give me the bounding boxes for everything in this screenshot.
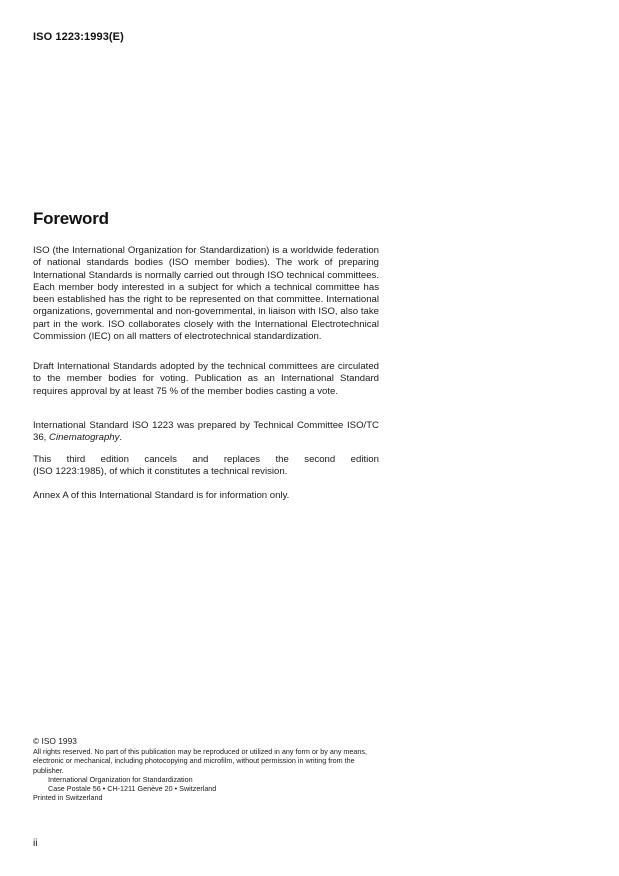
foreword-paragraph-1: ISO (the International Organization for Standardization) is a worldwide federation of national standards bodies (ISO member bodies). The work of preparing International Standards is normally carried out through ISO technical committees. Each member body interested in a subject for which a technical committee has been established has the right to be represented on that committee. International organizations, governmental and non-governmental, in liaison with ISO, also take part in the work. ISO collaborates closely with the International Electrotechnical Commission (IEC) on all matters of electrotechnical standardization. <box>33 245 379 343</box>
foreword-paragraph-4 <box>33 454 379 479</box>
printed-location: Printed in Switzerland <box>33 793 103 803</box>
word: second <box>304 454 336 465</box>
foreword-paragraph-3 <box>33 420 379 445</box>
page-number: ii <box>33 838 38 849</box>
word: third <box>66 454 86 465</box>
foreword-paragraph-5: Annex A of this International Standard is for information only. <box>33 490 290 501</box>
page-title: Foreword <box>33 209 109 228</box>
document-identifier: ISO 1223:1993(E) <box>33 31 124 43</box>
foreword-paragraph-2: Draft International Standards adopted by the technical committees are circulated to the member bodies for voting. Publication as an International Standard requires approval by at least 75 % of the member bodies casting a vote. <box>33 361 379 397</box>
paragraph-3-end: . <box>119 432 123 444</box>
word: edition <box>100 454 129 465</box>
paragraph-3-text: International Standard ISO 1223 was prepared by Technical Committee ISO/TC 36, <box>33 420 379 444</box>
copyright-notice: © ISO 1993 <box>33 736 77 746</box>
organization-name: International Organization for Standardization <box>48 774 193 784</box>
word: the <box>275 454 289 465</box>
copyright-block <box>33 737 381 802</box>
word: cancels <box>144 454 177 465</box>
word: and <box>192 454 209 465</box>
word: replaces <box>223 454 261 465</box>
paragraph-4-line-2: (ISO 1223:1985), of which it constitutes a technical revision. <box>33 466 288 478</box>
word: This <box>33 454 52 465</box>
organization-address: Case Postale 56 • CH-1211 Genève 20 • Switzerland <box>48 784 217 794</box>
committee-name: Cinematography <box>49 432 120 444</box>
word: edition <box>350 454 379 465</box>
paragraph-4-line-1 <box>33 454 379 466</box>
rights-statement: All rights reserved. No part of this publication may be reproduced or utilized in any form or by any means, electronic or mechanical, including photocopying and microfilm, without permission in writing from the publisher. <box>33 747 367 775</box>
